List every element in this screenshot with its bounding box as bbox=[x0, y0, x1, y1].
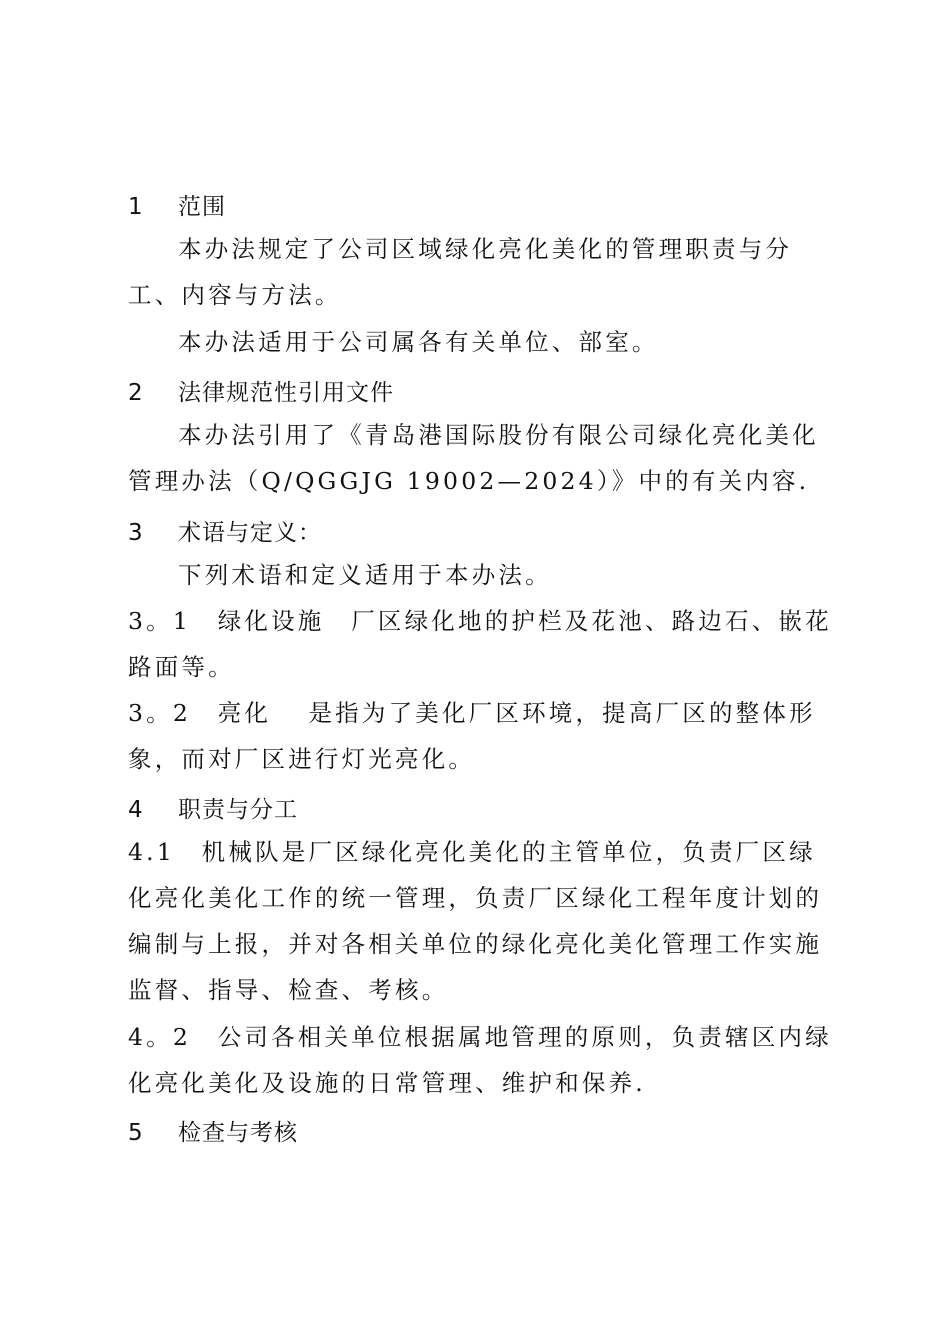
paragraph-term-3-1: 3。1 绿化设施 厂区绿化地的护栏及花池、路边石、嵌花路面等。 bbox=[128, 607, 832, 681]
section-heading-1 bbox=[128, 188, 226, 221]
section-heading-5 bbox=[128, 1114, 298, 1147]
paragraph-applicability: 本办法适用于公司属各有关单位、部室。 bbox=[178, 328, 659, 356]
section-number: 2 bbox=[128, 380, 144, 406]
paragraph-terms-intro: 下列术语和定义适用于本办法。 bbox=[178, 561, 552, 589]
paragraph-scope: 本办法规定了公司区域绿化亮化美化的管理职责与分工、内容与方法。 bbox=[128, 235, 793, 309]
section-heading-2 bbox=[128, 374, 394, 407]
section-heading-4 bbox=[128, 791, 298, 824]
paragraph-duty-4-2: 4。2 公司各相关单位根据属地管理的原则，负责辖区内绿化亮化美化及设施的日常管理、维护和保养. bbox=[128, 1023, 832, 1097]
section-number: 1 bbox=[128, 194, 144, 220]
section-title: 范围 bbox=[178, 194, 226, 220]
section-number: 5 bbox=[128, 1120, 144, 1146]
section-title: 法律规范性引用文件 bbox=[178, 380, 394, 406]
section-heading-3 bbox=[128, 514, 322, 547]
section-title: 术语与定义： bbox=[178, 520, 322, 546]
paragraph-duty-4-1: 4.1 机械队是厂区绿化亮化美化的主管单位，负责厂区绿化亮化美化工作的统一管理，负责厂区绿化工程年度计划的编制与上报，并对各相关单位的绿化亮化美化管理工作实施监督、指导、检查、考核。 bbox=[128, 838, 823, 1004]
section-title: 职责与分工 bbox=[178, 797, 298, 823]
section-number: 4 bbox=[128, 797, 144, 823]
section-number: 3 bbox=[128, 520, 144, 546]
paragraph-term-3-2: 3。2 亮化 是指为了美化厂区环境，提高厂区的整体形象，而对厂区进行灯光亮化。 bbox=[128, 699, 816, 773]
paragraph-references: 本办法引用了《青岛港国际股份有限公司绿化亮化美化管理办法（Q/QGGJG 19002—2024）》中的有关内容. bbox=[128, 421, 819, 495]
section-title: 检查与考核 bbox=[178, 1120, 298, 1146]
